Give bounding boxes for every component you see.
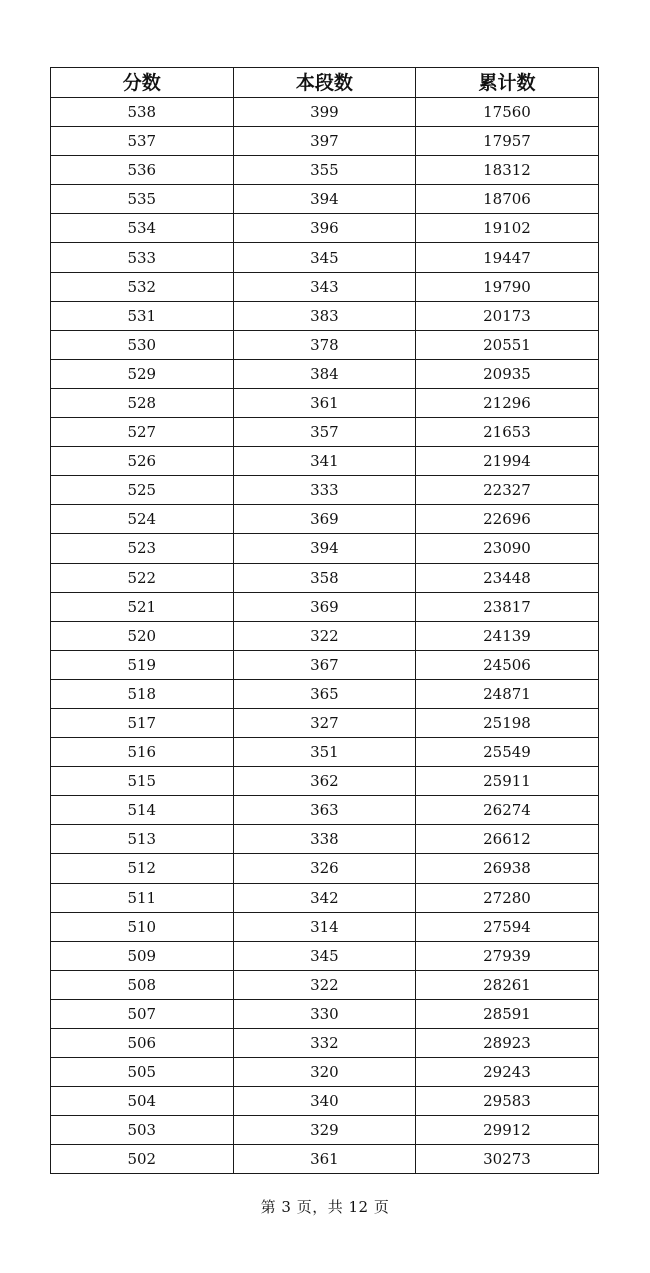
cell-score: 519 [51, 650, 234, 679]
cell-cumulative-count: 26274 [416, 796, 599, 825]
cell-cumulative-count: 29583 [416, 1087, 599, 1116]
cell-score: 516 [51, 738, 234, 767]
table-row [51, 418, 599, 447]
cell-cumulative-count: 24871 [416, 679, 599, 708]
cell-score: 538 [51, 98, 234, 127]
cell-segment-count: 333 [233, 476, 416, 505]
cell-score: 534 [51, 214, 234, 243]
cell-score: 524 [51, 505, 234, 534]
table-row [51, 708, 599, 737]
cell-score: 506 [51, 1029, 234, 1058]
cell-score: 530 [51, 330, 234, 359]
table-row [51, 156, 599, 185]
cell-segment-count: 394 [233, 185, 416, 214]
table-row [51, 359, 599, 388]
header-score: 分数 [51, 68, 234, 98]
cell-segment-count: 362 [233, 767, 416, 796]
table-body [51, 98, 599, 1174]
cell-segment-count: 369 [233, 505, 416, 534]
cell-cumulative-count: 29243 [416, 1058, 599, 1087]
cell-segment-count: 397 [233, 127, 416, 156]
table-row [51, 534, 599, 563]
cell-score: 517 [51, 708, 234, 737]
cell-score: 502 [51, 1145, 234, 1174]
cell-cumulative-count: 23448 [416, 563, 599, 592]
cell-segment-count: 322 [233, 621, 416, 650]
cell-score: 512 [51, 854, 234, 883]
cell-score: 532 [51, 272, 234, 301]
cell-segment-count: 345 [233, 243, 416, 272]
cell-cumulative-count: 25198 [416, 708, 599, 737]
cell-segment-count: 363 [233, 796, 416, 825]
cell-segment-count: 351 [233, 738, 416, 767]
table-row [51, 1029, 599, 1058]
cell-cumulative-count: 18312 [416, 156, 599, 185]
table-row [51, 1087, 599, 1116]
cell-score: 518 [51, 679, 234, 708]
cell-cumulative-count: 22327 [416, 476, 599, 505]
cell-score: 523 [51, 534, 234, 563]
cell-segment-count: 355 [233, 156, 416, 185]
page-footer: 第 3 页，共 12 页 [260, 1198, 390, 1216]
cell-segment-count: 384 [233, 359, 416, 388]
table-row [51, 592, 599, 621]
cell-score: 513 [51, 825, 234, 854]
cell-cumulative-count: 21994 [416, 447, 599, 476]
table-row [51, 854, 599, 883]
table-row [51, 1116, 599, 1145]
cell-score: 510 [51, 912, 234, 941]
cell-score: 533 [51, 243, 234, 272]
cell-cumulative-count: 28591 [416, 999, 599, 1028]
table-row [51, 301, 599, 330]
table-row [51, 912, 599, 941]
cell-segment-count: 340 [233, 1087, 416, 1116]
cell-cumulative-count: 20551 [416, 330, 599, 359]
cell-score: 511 [51, 883, 234, 912]
cell-segment-count: 345 [233, 941, 416, 970]
cell-score: 521 [51, 592, 234, 621]
table-row [51, 476, 599, 505]
cell-cumulative-count: 27280 [416, 883, 599, 912]
cell-segment-count: 358 [233, 563, 416, 592]
cell-segment-count: 314 [233, 912, 416, 941]
cell-cumulative-count: 19447 [416, 243, 599, 272]
cell-score: 514 [51, 796, 234, 825]
cell-cumulative-count: 21296 [416, 388, 599, 417]
table-row [51, 738, 599, 767]
cell-segment-count: 338 [233, 825, 416, 854]
cell-cumulative-count: 17560 [416, 98, 599, 127]
cell-score: 531 [51, 301, 234, 330]
cell-segment-count: 394 [233, 534, 416, 563]
cell-segment-count: 396 [233, 214, 416, 243]
cell-segment-count: 327 [233, 708, 416, 737]
cell-score: 535 [51, 185, 234, 214]
cell-score: 527 [51, 418, 234, 447]
cell-segment-count: 378 [233, 330, 416, 359]
table-row [51, 330, 599, 359]
table-row [51, 505, 599, 534]
table-row [51, 388, 599, 417]
table-row [51, 1058, 599, 1087]
cell-cumulative-count: 24139 [416, 621, 599, 650]
cell-score: 529 [51, 359, 234, 388]
table-row [51, 825, 599, 854]
cell-cumulative-count: 25911 [416, 767, 599, 796]
cell-segment-count: 361 [233, 1145, 416, 1174]
cell-cumulative-count: 27939 [416, 941, 599, 970]
table-header-row [51, 68, 599, 98]
cell-segment-count: 341 [233, 447, 416, 476]
cell-cumulative-count: 28923 [416, 1029, 599, 1058]
cell-score: 520 [51, 621, 234, 650]
cell-cumulative-count: 26938 [416, 854, 599, 883]
cell-segment-count: 342 [233, 883, 416, 912]
table-row [51, 767, 599, 796]
cell-score: 508 [51, 970, 234, 999]
cell-cumulative-count: 17957 [416, 127, 599, 156]
table-row [51, 447, 599, 476]
table-row [51, 563, 599, 592]
cell-score: 528 [51, 388, 234, 417]
cell-segment-count: 383 [233, 301, 416, 330]
cell-score: 537 [51, 127, 234, 156]
cell-cumulative-count: 19102 [416, 214, 599, 243]
cell-segment-count: 369 [233, 592, 416, 621]
table-row [51, 650, 599, 679]
cell-segment-count: 320 [233, 1058, 416, 1087]
table-row [51, 185, 599, 214]
table-row [51, 796, 599, 825]
cell-score: 515 [51, 767, 234, 796]
table-row [51, 679, 599, 708]
cell-score: 503 [51, 1116, 234, 1145]
score-table [50, 67, 599, 1174]
cell-cumulative-count: 25549 [416, 738, 599, 767]
table-row [51, 621, 599, 650]
cell-segment-count: 332 [233, 1029, 416, 1058]
cell-cumulative-count: 19790 [416, 272, 599, 301]
header-cumulative-count: 累计数 [416, 68, 599, 98]
cell-segment-count: 365 [233, 679, 416, 708]
table-row [51, 127, 599, 156]
cell-segment-count: 399 [233, 98, 416, 127]
table-row [51, 214, 599, 243]
cell-segment-count: 367 [233, 650, 416, 679]
cell-segment-count: 326 [233, 854, 416, 883]
cell-score: 507 [51, 999, 234, 1028]
cell-score: 504 [51, 1087, 234, 1116]
cell-cumulative-count: 30273 [416, 1145, 599, 1174]
cell-cumulative-count: 29912 [416, 1116, 599, 1145]
cell-cumulative-count: 24506 [416, 650, 599, 679]
cell-segment-count: 322 [233, 970, 416, 999]
table-row [51, 999, 599, 1028]
cell-cumulative-count: 20935 [416, 359, 599, 388]
table-row [51, 883, 599, 912]
cell-segment-count: 357 [233, 418, 416, 447]
table-row [51, 243, 599, 272]
cell-cumulative-count: 23817 [416, 592, 599, 621]
cell-cumulative-count: 27594 [416, 912, 599, 941]
cell-segment-count: 361 [233, 388, 416, 417]
cell-cumulative-count: 21653 [416, 418, 599, 447]
table-row [51, 272, 599, 301]
cell-segment-count: 330 [233, 999, 416, 1028]
table-row [51, 98, 599, 127]
cell-score: 522 [51, 563, 234, 592]
cell-cumulative-count: 28261 [416, 970, 599, 999]
cell-cumulative-count: 23090 [416, 534, 599, 563]
cell-score: 525 [51, 476, 234, 505]
cell-score: 505 [51, 1058, 234, 1087]
cell-score: 536 [51, 156, 234, 185]
score-distribution-sheet [50, 67, 599, 1174]
header-segment-count: 本段数 [233, 68, 416, 98]
table-row [51, 970, 599, 999]
cell-cumulative-count: 26612 [416, 825, 599, 854]
cell-segment-count: 343 [233, 272, 416, 301]
cell-score: 526 [51, 447, 234, 476]
cell-cumulative-count: 22696 [416, 505, 599, 534]
table-row [51, 941, 599, 970]
cell-cumulative-count: 20173 [416, 301, 599, 330]
cell-score: 509 [51, 941, 234, 970]
cell-segment-count: 329 [233, 1116, 416, 1145]
table-row [51, 1145, 599, 1174]
cell-cumulative-count: 18706 [416, 185, 599, 214]
